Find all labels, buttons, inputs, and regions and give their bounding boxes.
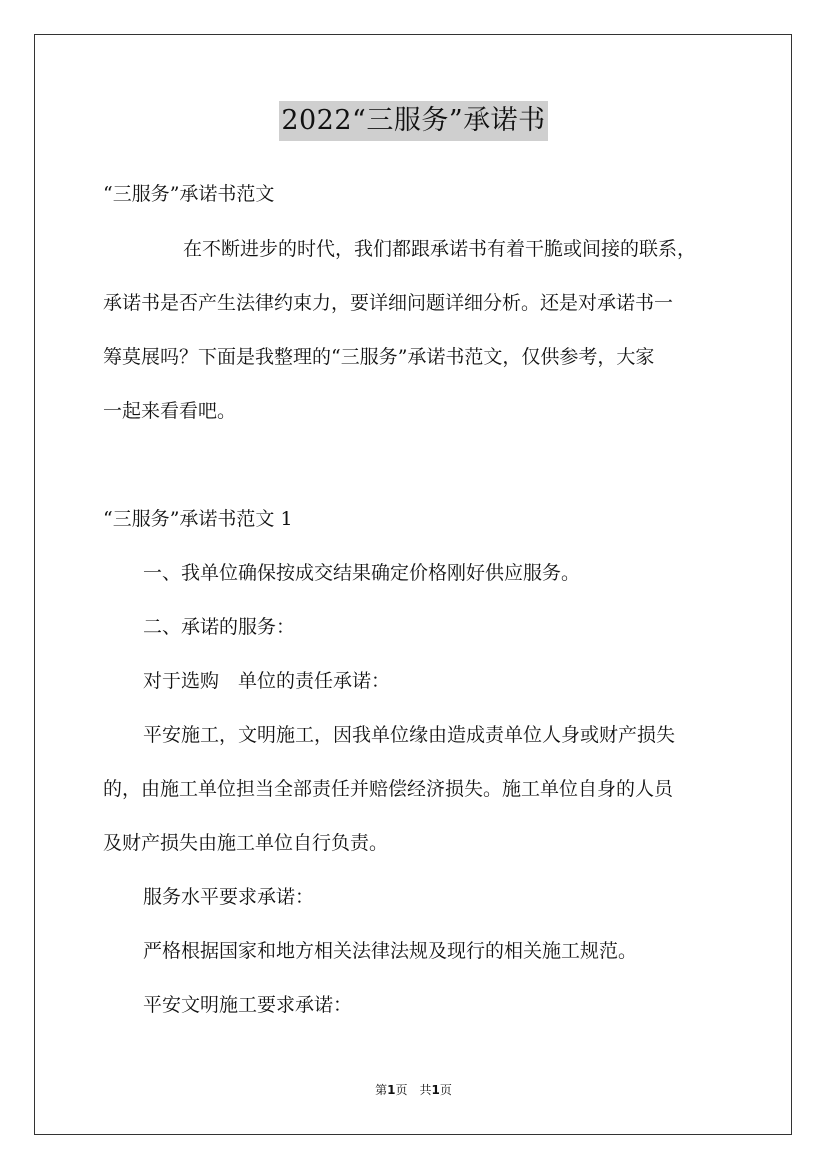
section-heading: “三服务”承诺书范文 1 bbox=[103, 508, 293, 530]
footer-suffix: 页 bbox=[439, 1083, 452, 1097]
item-line-5: 的，由施工单位担当全部责任并赔偿经济损失。施工单位自身的人员 bbox=[103, 778, 674, 800]
intro-line-4: 一起来看看吧。 bbox=[103, 400, 237, 422]
item-line-9: 平安文明施工要求承诺： bbox=[143, 994, 353, 1016]
item-line-4: 平安施工，文明施工，因我单位缘由造成责单位人身或财产损失 bbox=[143, 724, 676, 746]
intro-line-3: 筹莫展吗？下面是我整理的“三服务”承诺书范文，仅供参考，大家 bbox=[103, 346, 655, 368]
footer-prefix: 第 bbox=[375, 1083, 388, 1097]
title-container bbox=[0, 101, 827, 141]
item-line-1: 一、我单位确保按成交结果确定价格刚好供应服务。 bbox=[143, 562, 581, 584]
item-line-3: 对于选购 单位的责任承诺： bbox=[143, 670, 391, 692]
item-line-2: 二、承诺的服务： bbox=[143, 616, 296, 638]
page-footer bbox=[0, 1081, 827, 1098]
document-subtitle: “三服务”承诺书范文 bbox=[103, 183, 275, 205]
item-line-7: 服务水平要求承诺： bbox=[143, 886, 315, 908]
item-line-8: 严格根据国家和地方相关法律法规及现行的相关施工规范。 bbox=[143, 940, 638, 962]
footer-total-pages: 1 bbox=[431, 1083, 440, 1097]
document-title: 2022“三服务”承诺书 bbox=[279, 101, 547, 141]
footer-mid: 页 共 bbox=[395, 1083, 432, 1097]
item-line-6: 及财产损失由施工单位自行负责。 bbox=[103, 832, 389, 854]
intro-line-2: 承诺书是否产生法律约束力，要详细问题详细分析。还是对承诺书一 bbox=[103, 292, 674, 314]
intro-line-1: 在不断进步的时代，我们都跟承诺书有着干脆或间接的联系， bbox=[183, 238, 697, 260]
footer-current-page: 1 bbox=[387, 1083, 396, 1097]
